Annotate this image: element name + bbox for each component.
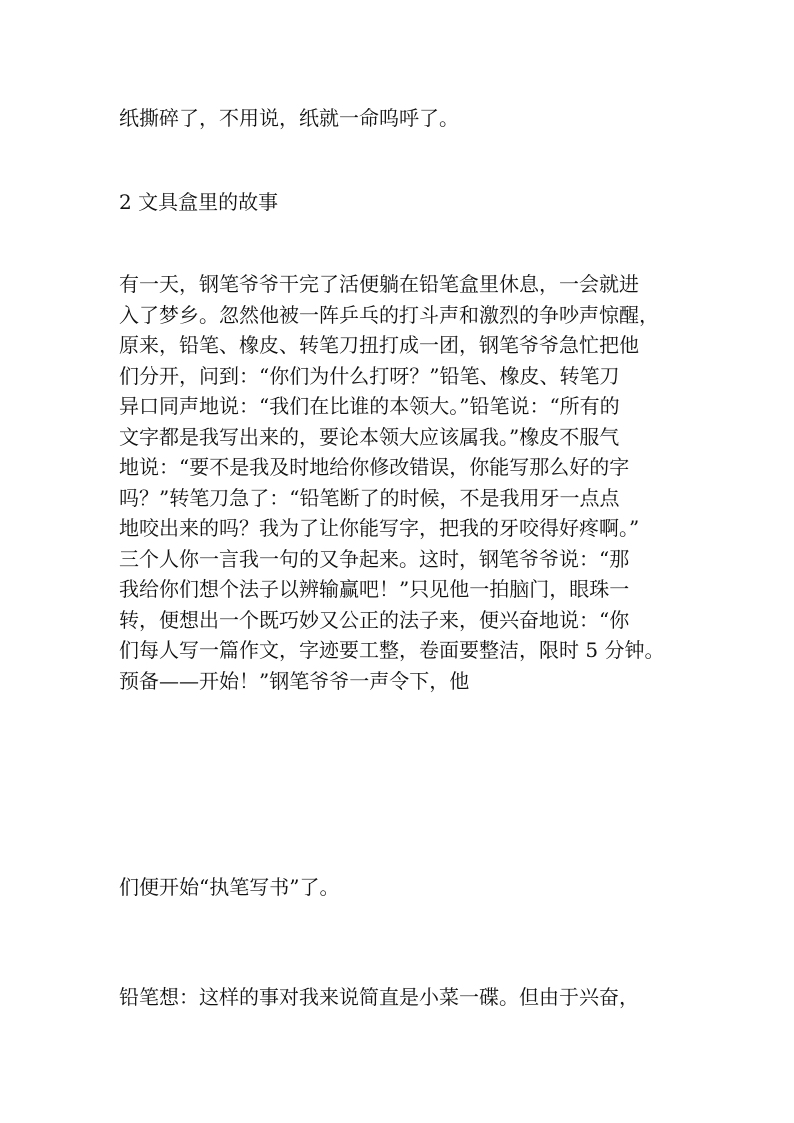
paragraph-ending — [119, 108, 679, 128]
text-line: 们分开，问到：“你们为什么打呀？”铅笔、橡皮、转笔刀 — [119, 363, 620, 388]
text-line: 地说：“要不是我及时地给你修改错误，你能写那么好的字 — [119, 455, 630, 479]
text-line: 有一天，钢笔爷爷干完了活便躺在铅笔盒里休息，一会就进 — [119, 272, 639, 296]
text-line: 我给你们想个法子以辨输赢吧！”只见他一拍脑门，眼珠一 — [119, 577, 630, 601]
paragraph-opening — [119, 987, 679, 1007]
text-line: 吗？”转笔刀急了：“铅笔断了的时候，不是我用牙一点点 — [119, 485, 620, 510]
text-line: 转，便想出一个既巧妙又公正的法子来，便兴奋地说：“你 — [119, 607, 630, 632]
paragraph-continuation — [119, 877, 679, 897]
text-line: 三个人你一言我一句的又争起来。这时，钢笔爷爷说：“那 — [119, 546, 630, 571]
text-line: 原来，铅笔、橡皮、转笔刀扭打成一团，钢笔爷爷急忙把他 — [119, 333, 639, 357]
text-line: 异口同声地说：“我们在比谁的本领大。”铅笔说：“所有的 — [119, 394, 620, 418]
text-line: 入了梦乡。忽然他被一阵乒乓的打斗声和激烈的争吵声惊醒， — [119, 302, 659, 327]
text-line: 们每人写一篇作文，字迹要工整，卷面要整洁，限时 5 分钟。 — [119, 638, 665, 662]
section-heading — [119, 192, 679, 212]
text-line: 纸撕碎了，不用说，纸就一命呜呼了。 — [119, 106, 459, 130]
text-line: 地咬出来的吗？我为了让你能写字，把我的牙咬得好疼啊。” — [119, 516, 640, 540]
text-line: 文字都是我写出来的，要论本领大应该属我。”橡皮不服气 — [119, 424, 620, 449]
text-line: 铅笔想：这样的事对我来说简直是小菜一碟。但由于兴奋， — [119, 985, 639, 1009]
story-paragraph — [119, 274, 679, 701]
heading-text: 2 文具盒里的故事 — [119, 190, 279, 214]
text-line: 们便开始“执笔写书”了。 — [119, 875, 340, 899]
text-line: 预备——开始！”钢笔爷爷一声令下，他 — [119, 668, 470, 693]
